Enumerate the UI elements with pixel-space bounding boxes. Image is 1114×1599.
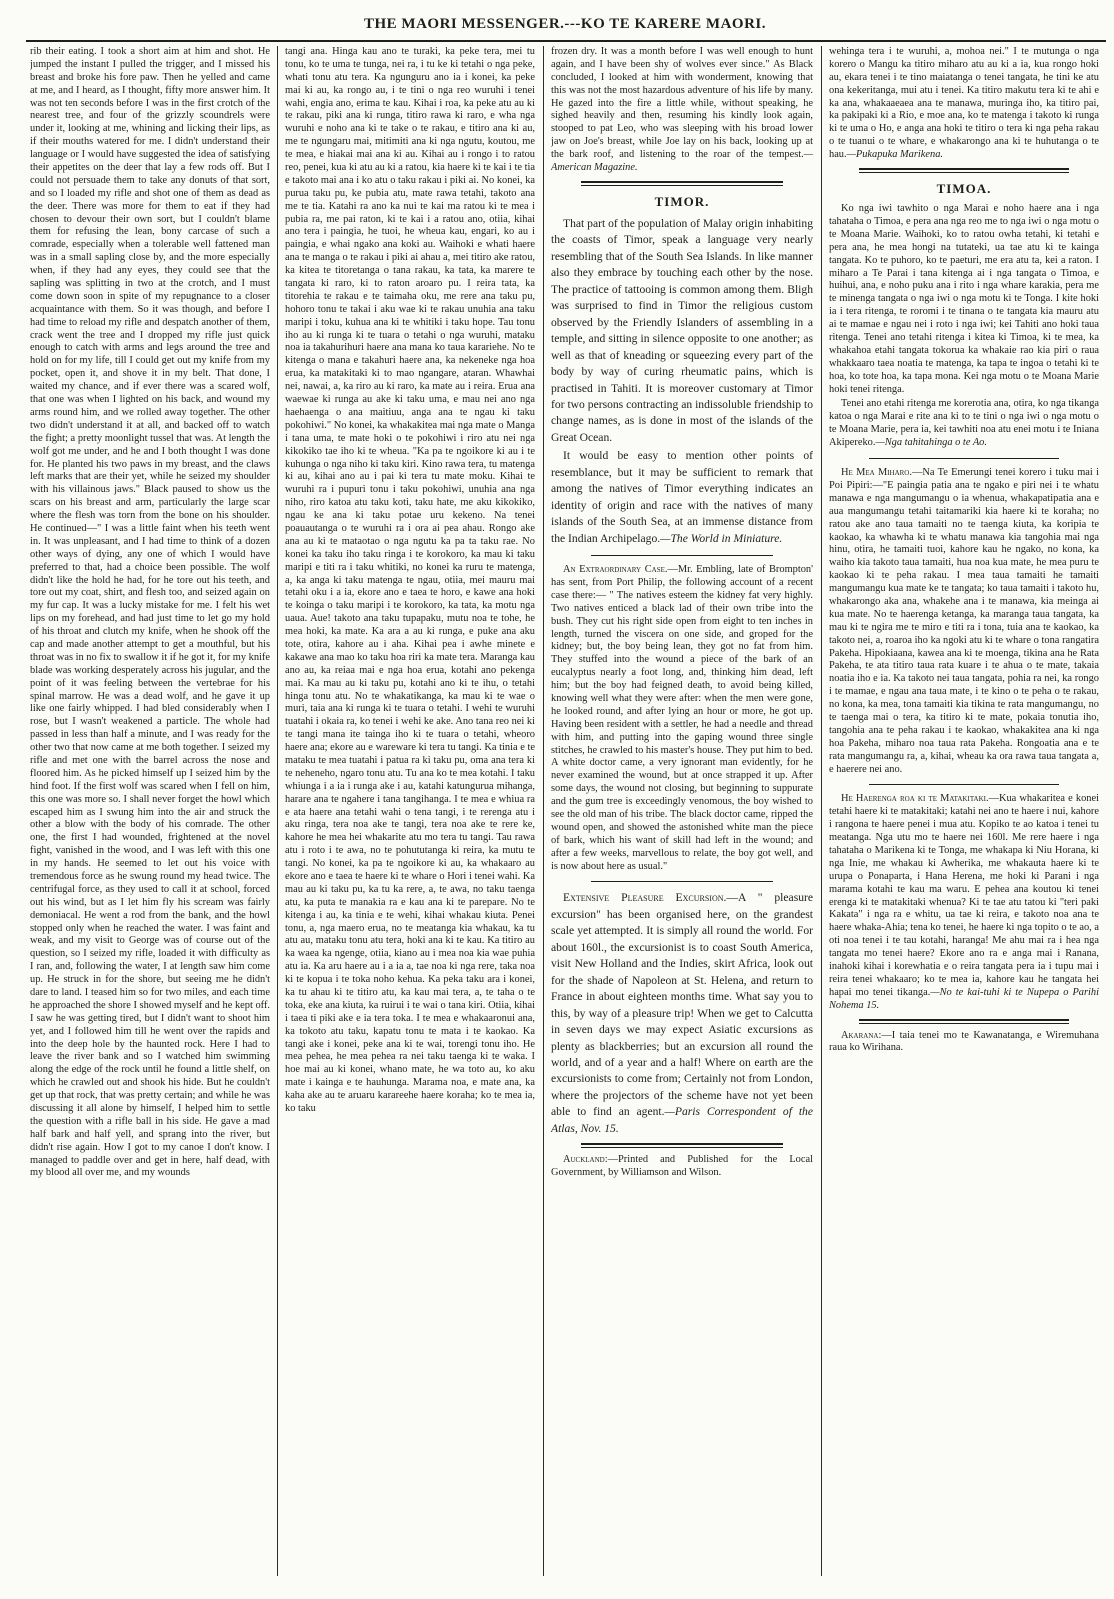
timoa-paragraph-1: Ko nga iwi tawhito o nga Marai e noho haere ana i nga tahataha o Timoa, e pera ana nga reo me to nga iwi o nga motu o te Moana Marie. Waihoki, ko to ratou owha tetahi, ki tetahi e pera ana, he mea hongi na tutateki, ua tae atu ki te kainga tangata. Ko te puhoro, ko te paeturi, me era atu ta, kei a raton. I miharo a Te Parai i tana kitenga ai i nga tangata o Timoa, e huihui, ana, e noho puku ana i rito i nga whare karakia, pera me te minenga tangata o nga iwi o nga motu ki te Tonga. I kite hoki ia i tera ritenga, te roromi i te tinana o te tangata kia mauru atu ai te mamae e ngau nei i roto i nga iwi; kei Tahiti ano hoki taua ritenga. Tenei ano tetahi ritenga i kitea ki Timoa, ki te mea, ka whakahoa etahi tangata tokorua ka whakaie rao kia piri o raua whakkaaro taea noatia te matenga, ka tapa te ingoa o tetahi ki te hoa, ko tote hoa, ka tapa mona. Kei nga motu o te Moana Marie hoki tenei ritenga. — [829, 203, 1099, 395]
section-rule — [859, 1019, 1069, 1024]
divider — [869, 458, 1059, 459]
excursion-article: Extensive Pleasure Excursion.—A " pleasure excursion" has been organised here, on the grandest scale yet attempted. It is simply all round the world. For about 160l., the excursionist is to coast South America, visit New Holland and the Indies, skirt Africa, look out for the shade of Napoleon at St. Helena, and return to France in about eighteen months time. What say you to this, by way of a pleasure trip! When we get to Calcutta in seven days we may expect Asiatic excursions as plenty as blackberries; but an excursion all round the world, and of a year and a half! Where on earth are the excursionists to come from; Certainly not from London, where the projectors of the scheme have not yet been able to find an agent.—Paris Correspondent of the Atlas, Nov. 15. — [551, 891, 813, 1135]
section-rule — [581, 181, 783, 186]
column-divider-2 — [543, 46, 544, 1576]
imprint: Auckland:—Printed and Published for the Local Government, by Williamson and Wilson. — [551, 1154, 813, 1179]
he-mea-miharo-article: He Mea Miharo.—Na Te Emerungi tenei korero i tuku mai i Poi Pipiri:—"E paingia patia ana te ngako e piri nei i te whatu manawa e nga mangumangu o ia whenua, whakapatipatia ana e aua mangumangu tetahi taitamariki kia haere ki te koraha; no ratou ake ano taua tamaiti no te taenga kiuta, ka koripia te kaokao, ka whawha ki te whatu manawa kia tangohia mai nga hinu, otira, he tamaiti tuoi, kahore kau he ngako, no kona, ka waiho kia takoto taua tamaiti, hua noa kua mate, he mea puru te kaokao ki te peha rakau. I mea taua tamaiti he tamaiti mangumangu kua mate ke te tangata; ko taua tamaiti i takoto hu, whakarongo aka ana, whakehe ana i te manawa, kia meinga ai kua mate. No te haerenga ketanga, ka maranga taua tangata, ka mau ki te ngira me te miro e titi ra i tona, tuia ana te kaokao, ka takoto nei, a, roaroa iho ka ngoki atu ki te whare o tona rangatira Pakeha. Hipokiaana, kawea ana ki te moenga, tikina ana he Rata Pakeha, te ata titiro taua rata kuare i te ahua o te mate, takaia noatia iho e ia. Ka takoto nei taua tangata, pohia ra nei, ka rongo i te mamae, e ngau ana taua mate, i te kino o te peha o te rakau, no kona, ka mea, tona tamaiti kia tikina te rata mangumangu, no te taenga mai o tera, ka titiro ki te mate, pokaia tonutia iho, tangohia ana te peha rakau i te kaokao, whakakitea ana ki nga hoa Pakeha, miharo noa taua rata Pakeha. Rongoatia ana e te rata mangumangu ra, a, kihai, wheau ka ora rawa taua tangata a, e haerere nei ano. — [829, 467, 1099, 775]
haerenga-article: He Haerenga roa ki te Matakitaki.—Kua whakaritea e konei tetahi haere ki te matakitaki; katahi nei ano te haere i nui, kahore i rangona te haere penei i mua atu. Kopiko te ao katoa i tenei tu meatanga. Nga utu mo te haere nei 160l. Me rere haere i nga tahataha o Marikena ki te Tonga, me whakapa ki Niu Horana, ki nga Inie, me whakau ki Awherika, me whakauta haere ki te urupa o Ponaparta, i Hana Herena, me hoki ki Parani i nga marama kotahi te kau ma waru. E pehea ana koutou ki tenei erenga ki te matakitaki whenua? Ki te tae atu tatou ki "teri paki Kakata" i nga ra e whitu, ua tae ki reira, e takoto noa ana te haere whaka-Ahia; tena ko tenei, he haere ki nga topito o te ao, a oti noa tenei i te tau kotahi, haranga! Me ahu mai ra i hea nga tangata mo tenei haere? Ekore ano ra e anga mai i Ranana, inahoki kihai i korewhatia e o reira tangata pera ia i tupu mai i reira tenei whakaaro; ko te mea ia, kahore kau he tangata hei hapai mo tenei tikanga.—No te kai-tuhi ki te Nupepa o Parihi Nohema 15. — [829, 793, 1099, 1011]
timoa-title: TIMOA. — [936, 181, 992, 197]
column-2-maori-story — [285, 46, 535, 1586]
haerenga-head: He Haerenga roa ki te Matakitaki. — [841, 793, 989, 805]
column-divider-1 — [277, 46, 278, 1576]
timor-source: —The World in Miniature. — [660, 531, 783, 545]
column-divider-3 — [821, 46, 822, 1576]
column-4 — [829, 46, 1099, 1586]
he-mea-miharo-head: He Mea Miharo. — [841, 467, 912, 479]
story-source-maori: —Pukapuka Marikena. — [846, 149, 943, 161]
imprint-head: Auckland — [563, 1154, 605, 1166]
divider — [591, 881, 773, 882]
excursion-source: —Paris Correspondent of the Atlas, Nov. 15. — [551, 1105, 813, 1135]
excursion-head: Extensive Pleasure Excursion. — [563, 891, 727, 905]
timor-title: TIMOR. — [654, 193, 710, 209]
page-header: THE MAORI MESSENGER.---KO TE KARERE MAORI. — [363, 16, 766, 32]
akarana-imprint: Akarana:—I taia tenei mo te Kawanatanga, e Wiremuhana raua ko Wirihana. — [829, 1029, 1099, 1054]
haerenga-source: —No te kai-tuhi ki te Nupepa o Parihi Nohema 15. — [829, 986, 1099, 1011]
story-conclusion: frozen dry. It was a month before I was well enough to hunt again, and I have been shy of wolves ever since." As Black concluded, I looked at him with wonderment, knowing that this was not the most hazardous adventure of his life by many. He gazed into the fire a little while, without speaking, he sighed heavily and then, resuming his kindly look again, stooped to pat Leo, who was sleeping with his broad lower jaw on Joe's breast, while Joe lay on his back, looking up at the bark roof, and listening to the roar of the tempest.—American Magazine. — [551, 46, 813, 174]
column-1-english-story — [30, 46, 270, 1586]
story-conclusion-maori: wehinga tera i te wuruhi, a, mohoa nei." I te mutunga o nga korero o Mangu ka titiro miharo atu au ki a ia, kua rongo hoki au, ekara tenei i te tino maiatanga o tenei tangata, he tini ke atu ona kekeritanga, mui atu i tenei. Ka titiro makutu tera ki te ahi e ka ana, whakaaeaea ana te manawa, muringa iho, ka titiro pai, ka pakipaki ki a Rio, e moe ana, ko te matenga i takoto ki runga ki te uma o Ho, e anga ana hoki te titiro o tera ki nga peha rakau o te tuanui o te whare, e whakarongo ana ki te huhutanga o te hau.—Pukapuka Marikena. — [829, 46, 1099, 161]
extraordinary-case-head: An Extraordinary Case. — [563, 564, 668, 576]
timor-paragraph-2: It would be easy to mention other points of resemblance, but it may be sufficient to remark that among the natives of Timor everything indicates an identity of origin and race with the natives of many islands of the South Sea, at an immense distance from the Indian Archipelago.—The World in Miniature. — [551, 449, 813, 545]
extraordinary-case-article: An Extraordinary Case.—Mr. Embling, late of Brompton' has sent, from Port Philip, the following account of a recent case there:— " The natives esteem the kidney fat very highly. Two natives enticed a black lad of their own tribe into the bush. They cut his right side open from eight to ten inches in length, turned the viscera on one side, and groped for the kidney; but, the boy being lean, they got no fat from him. They stuffed into the wound a piece of the bark of an eucalyptus nearly a foot long, and, thinking him dead, left him; but the boy had feigned death, to avoid being killed, knowing well what they were after: when the men were gone, he looked round, and after lying an hour or more, he got up. Having been resident with a settler, he had a needle and thread with him, and putting into the gaping wound three single stitches, he crawled to his master's house. They put him to bed. A white doctor came, a very ignorant man evidently, for he never examined the wound, but at once strapped it up. After some days, the wound not closing, but beginning to suppurate and the gum tree is exceedingly venomous, the boy wished to see the old man of his tribe. The black doctor came, ripped the wound open, and showed the astonished white man the piece of bark, which his want of skill had left in the wound; and after a few weeks, marvellous to relate, the boy got well, and is now about here as usual." — [551, 564, 813, 872]
timor-article — [551, 216, 813, 547]
timoa-source: —Nga tahitahinga o te Ao. — [875, 437, 987, 449]
divider — [591, 555, 773, 556]
column-3 — [551, 46, 813, 1586]
wolf-story-text: rib their eating. I took a short aim at him and shot. He jumped the instant I pulled the trigger, and I missed his breast and broke his fore paw. Then he yelled and came at me, and I heard, as I thought, fifty more answer him. It was not ten seconds before I was in the first crotch of the nearest tree, and four of the grizzly scoundrels were under it, looking at me, whining and licking their lips, as if their mouths watered for me. I didn't understand their language or I would have suggested the idea of satisfying their appetites on the deer that lay a few rods off. But I could not persuade them to take any donuts of that sort, and so I loaded my rifle and shot one of them as dead as the deer. There was more for them to eat if they had chosen to devour their own sort, but I couldn't blame them for refusing the lean, bony carcase of such a comrade, especially when a tolerable well fattened man was in a small sapling close by, and the more especially when, if they had any eyes, they could see that the sapling was splitting in two at the crotch, and I must come down soon in spite of my repugnance to a closer acquaintance with them. So it was though, and before I had time to reload my rifle and despatch another of them, crack went the tree and I dropped my rifle just quick enough to catch with arms and legs around the tree and hold on for my life, till I could get out my knife from my pocket, open it, and shove it in my belt. That done, I waited my chance, and if ever there was a scared wolf, that one was when I lighted on his back, and wound my arms round him, and we rolled away together. The other two didn't understand it at all, and backed off to watch the fight; a pretty moonlight tussel that was. At length the wolf got me under, and he and I both thought I was done for. He planted his two paws in my breast, and the claws left marks that are their yet, while he seized my shoulder with his villainous jaws." Black paused to show us the scars on his breast and arm, particularly the large scar where the flesh was torn from the bone on his shoulder. He continued—" I was a little faint when his teeth went in. It was unpleasant, and I had time to think of a dozen other ways of dying, any one of which I would have preferred to that, had a choice been possible. The wolf didn't like the hold he had, for he tore out his teeth, and tore out my coat, shirt, and flesh too, and seized again on my fur cap. It was a lucky mistake for me. I felt his wet lips on my forehead, and had just time to let go my hold of his throat and clutch my knife, when he shook off the cap and made another attempt to get a mouthful, but his throat was in no fix to swallow it if he got it, for my knife blade was working desperately across his jugular, and the point of it was feeling between the vertebrae for his spinal marrow. He was a dead wolf, and he gave it up like one fairly whipped. I had bled considerably when I rose, but I wasn't weakened a particle. The whole had passed in less than half a minute, and I was ready for the other two that now came at me both together. I seized my rifle and met one with the barrel across the nose and floored him. As he picked himself up I seized him by the hind foot. If the first wolf was scared when I fell on him, this one was more so. I shall never forget the howl which escaped him as I swung him into the air and struck the other a blow with the body of his comrade. The other one, the first I had wounded, frightened at the novel fight, vanished in the wood, and I was left with this one in my hands. He seemed to let out his voice with tremendous force as he swung round my head twice. The centrifugal force, as they used to call it at school, forced out his wind, but as I let him fly his scream was fairly demoniacal. He went a rod from the bank, and the howl stopped only when he reached the water. I was faint and weak, and my visit to George was of course out of the question, so I seized my rifle, loaded it with difficulty as I ran, and, following the water, I at length saw him come up. He struck in for the shore, but seeing me he didn't dare to land. I teased him so for two miles, and each time he approached the shore I showed myself and he kept off. I saw he was getting tired, but I didn't want to shoot him yet, and I followed him till he went over the rapids and into the deep hole by the haunted rock. Here I had to leave the river bank and so I watched him swimming along the edge of the rock until he found a little shelf, on which he crawled out and shook his hide. But he couldn't get up that rock, that was pretty certain; and while he was discussing it all alone by himself, I helped him to settle the question with a rifle ball in his side. He gave a mad half bark and half yell, and sprang into the river, but didn't rise again. How I got to my canoe I don't know. I managed to paddle over and get in here, half dead, with my blood all over me, and my wounds — [30, 46, 270, 1179]
timor-paragraph-1: That part of the population of Malay origin inhabiting the coasts of Timor, speak a language very nearly resembling that of the South Sea Islands. In like manner also they embrace by touching each other by the nose. The practice of tattooing is common among them. Bligh was surprised to find in Timor the religious custom observed by the Friendly Islanders of assembling in a temple, and sitting in silence opposite to one another; as well as that of kneading or squeezing every part of the body by way of curing rheumatic pains, which is practised in Tahiti. It is moreover customary at Timor for two persons contracting an indissoluble friendship to change names, as is done in most of the islands of the Great Ocean. — [551, 217, 813, 444]
header-rule — [26, 40, 1106, 42]
story-source: —American Magazine. — [551, 149, 813, 174]
akarana-head: Akarana — [841, 1029, 879, 1041]
timoa-paragraph-2: Tenei ano etahi ritenga me korerotia ana, otira, ko nga tikanga katoa o nga Marai e rite ana ki to te tini o nga iwi o nga motu o te Moana Marie, pera ia, kei tawhiti noa atu enei motu i te Iniana Akipereko.—Nga tahitahinga o te Ao. — [829, 398, 1099, 449]
wolf-story-maori-text: tangi ana. Hinga kau ano te turaki, ka peke tera, mei tu tonu, ko te uma te tunga, nei ra, i tu ke ki tetahi o nga peke, whati tonu atu tera. Ka ngunguru ano ia i konei, ka peke mai ki au, ka rongo au, i te tini o nga reo wuruhi i tenei wahi, engia ano, erima te kau. Kihai i roa, ka peke atu au ki te rakau, piki ana ki runga, titiro rawa ki raro, e wha nga wuruhi e noho ana ki te take o te rakau, e titiro ana ki au, me te ngungaru mai, mitimiti ana ki nga ngutu, koutou, me te mea, e hiakai mai ana ki au. Kihai au i rongo i to ratou reo, penei, kua ki atu au ki a ratou, kia haere ki te kai i te tia e takoto mai ana i ko atu o taku rakau i piki ai. No konei, ka purua taku pu, ke pubia atu, mate rawa tetahi, takoto ana me te tia. Katahi ra ano ka nui te kai ma ratou ki te mea i pubia ra, me pai raton, ki te kai i a ratou ano, otiia, kihai ano tera i paingia, he tuoi, he wheua kau, engari, ko au i paingia, e whai ngako ana koki au. Waihoki e whati haere ana te manga o te rakau i piki ai ahau a, mei titiro ake ratou, ka kitea te titoretanga o tana rakau, ka tata, ka marere te tangata ki raro, ki to raton aroaro pu. I reira tata, ka titorehia te rakau e te taimaha oku, me rere ana taku pu, hohoro tonu te takai i aku wae ki te rakau unuhia ana taku maripi i toku, kuhua ana ki te whitiki i taku hope. Tau tonu iho au ki runga ki te tuara o tetahi o nga wuruhi, mataku noa ia takahurihuri haere ana mana ko taua karariehe. No te kitenga o mana e takahuri haere ana, ka nekeneke nga hoa erua, ka matakitaki ki to mao ngangare, ataran. Whawhai nei, nawai, a, ka riro au ki raro, ka mate au i reira. Erua ana waewae ki runga au ake ki taku uma, e mau nei ano nga haehaenga o ana maitiuu, anga ana te ngau ki taku pokohiwi." No konei, ka whakakitea mai nga mate o Manga i tana uma, te mate hoki o te pokohiwi i riro atu nei nga kikokiko tae iho ki te wheua. "Ka pa te ngoikore ki au i te kuhunga o nga niho ki taku kiri. Kino rawa tera, tu matenga ki au, kihai ano au i pai ki tera tu mate moku. Kihai te wuruhi ra i pupuri tonu i taku pokohiwi, unuhia ana nga niho, riro katoa atu taku koti, taku hate, me aku kikokiko, ngau ke ana ki taku potae uru kekeno. Na tenei poauautanga o te wuruhi ra i ora ai pea ahau. Rongo ake ana au ki te mataotao o nga ngutu ka pa ta taku rae. No konei ka taku iho taku ringa i te korokoro, ka mau ki taku maripi e titi ra i taku whitiki, no konei ka ruru te matenga, a, ka anga ki taku matenga te ngau, otiia, mei mauru mai tetahi oku i a ia, ekore ano e taea te horo, e kawe ana hoki te koinga o taku maripi i te korokoro, ka tata, ka motu nga uaua. Aue! takoto ana taku tupapaku, mutu noa te tohe, he mea hoki, ka mate. Ka ara a au ki runga, e puke ana aku tote, otira, kahore au i aha. Kihai pea i awhe minete e kakawe ana mao ko taku hoa riri ka mate tera. Maranga kau ano au, ka reiaa mai e nga hoa erua, kotahi ano pekenga mai. Ka mau au ki taku pu, kotahi ano ki te ihu, o tetahi hinga tonu atu. No te whakatikanga, ka mau ki te wae o muri, taia ana ki runga ki te tuara o tetahi. I wehi te wuruhi tuatahi i okaia ra, ko tenei i wehi ke ake. Ano tana reo nei ki te tangi mana ite tainga iho ki te tuara o tetahi, wheoro haere ana; ekore au e wareware ki tera tu tangi. Ka tinia e te mataku te mea tuatahi i patua ra ki taku pu, oma ana tera ki te neheneho, ngaro tonu atu. Tu ana ko te mea kotahi. I taku whiunga i a ia i runga ake i au, katahi katungurua mihanga, harare ana te ngahere i tana tangihanga. I te mea e whiua ra e ata haere ana tetahi wahi o tena tangi, i te rerenga atu i aku ringa, tera noa ake te tangi, tera noa ake te rere ke, kahore he mea hei whakarite atu mo tera tu tangi. Tau rawa atu i roto i te awa, no te pohututanga ki reira, ka mutu te tangi. No konei, ka pa te ngoikore ki au, ka whakaaro au ekore ano e taea te haere ki te whare o Hori i tenei wahi. Ka mau au ki taku pu, ka tu ka rere, a, te awa, no taku taenga atu, ka puta te manakia ra e kau ana ki te parepare. No te kitenga i au, ka tinia e te wehi, kihai whakau kiuta. Penei tonu, a, nga maero erua, no te meatanga kia whakau, ka tu atu au, mataku tonu atu tera, hoki ana ki te kau. Ka titiro au ka waea ka ngenge, otiia, kiano au i mea noa kia wae puhia atu ia. Ka aru haere au i a ia a, tae noa ki nga rere, taka noa ki te kopua i te toka noho kehua. Ka peka taku ara i konei, ka tu ahau ki te titiro atu, ka kau mai tera, a, te taha o te toka, eke ana kiuta, ka ruirui i te wai o tana kiri. Otiia, kihai i taea ti piki ake e ia tera toka. I te mea e whakaaronui ana, ka tokoto atu taku, kapatu tonu te mata i te kaokao. Ka tangi ake i konei, peke ana ki te wai, torengi tonu iho. He mea pehea, he mea pehea ra nei taku taenga ki te waka. I hoe mai au ki konei, whano mate, he wa toto au, ko aku mate i kainga e te hauhunga. Marama noa, e mate ana, ka kaha ake au te aruaru karareehe haere koraha; ko te mea ia, ko taku — [285, 46, 535, 1115]
section-rule — [581, 1143, 783, 1148]
section-rule — [859, 168, 1069, 173]
divider — [869, 784, 1059, 785]
